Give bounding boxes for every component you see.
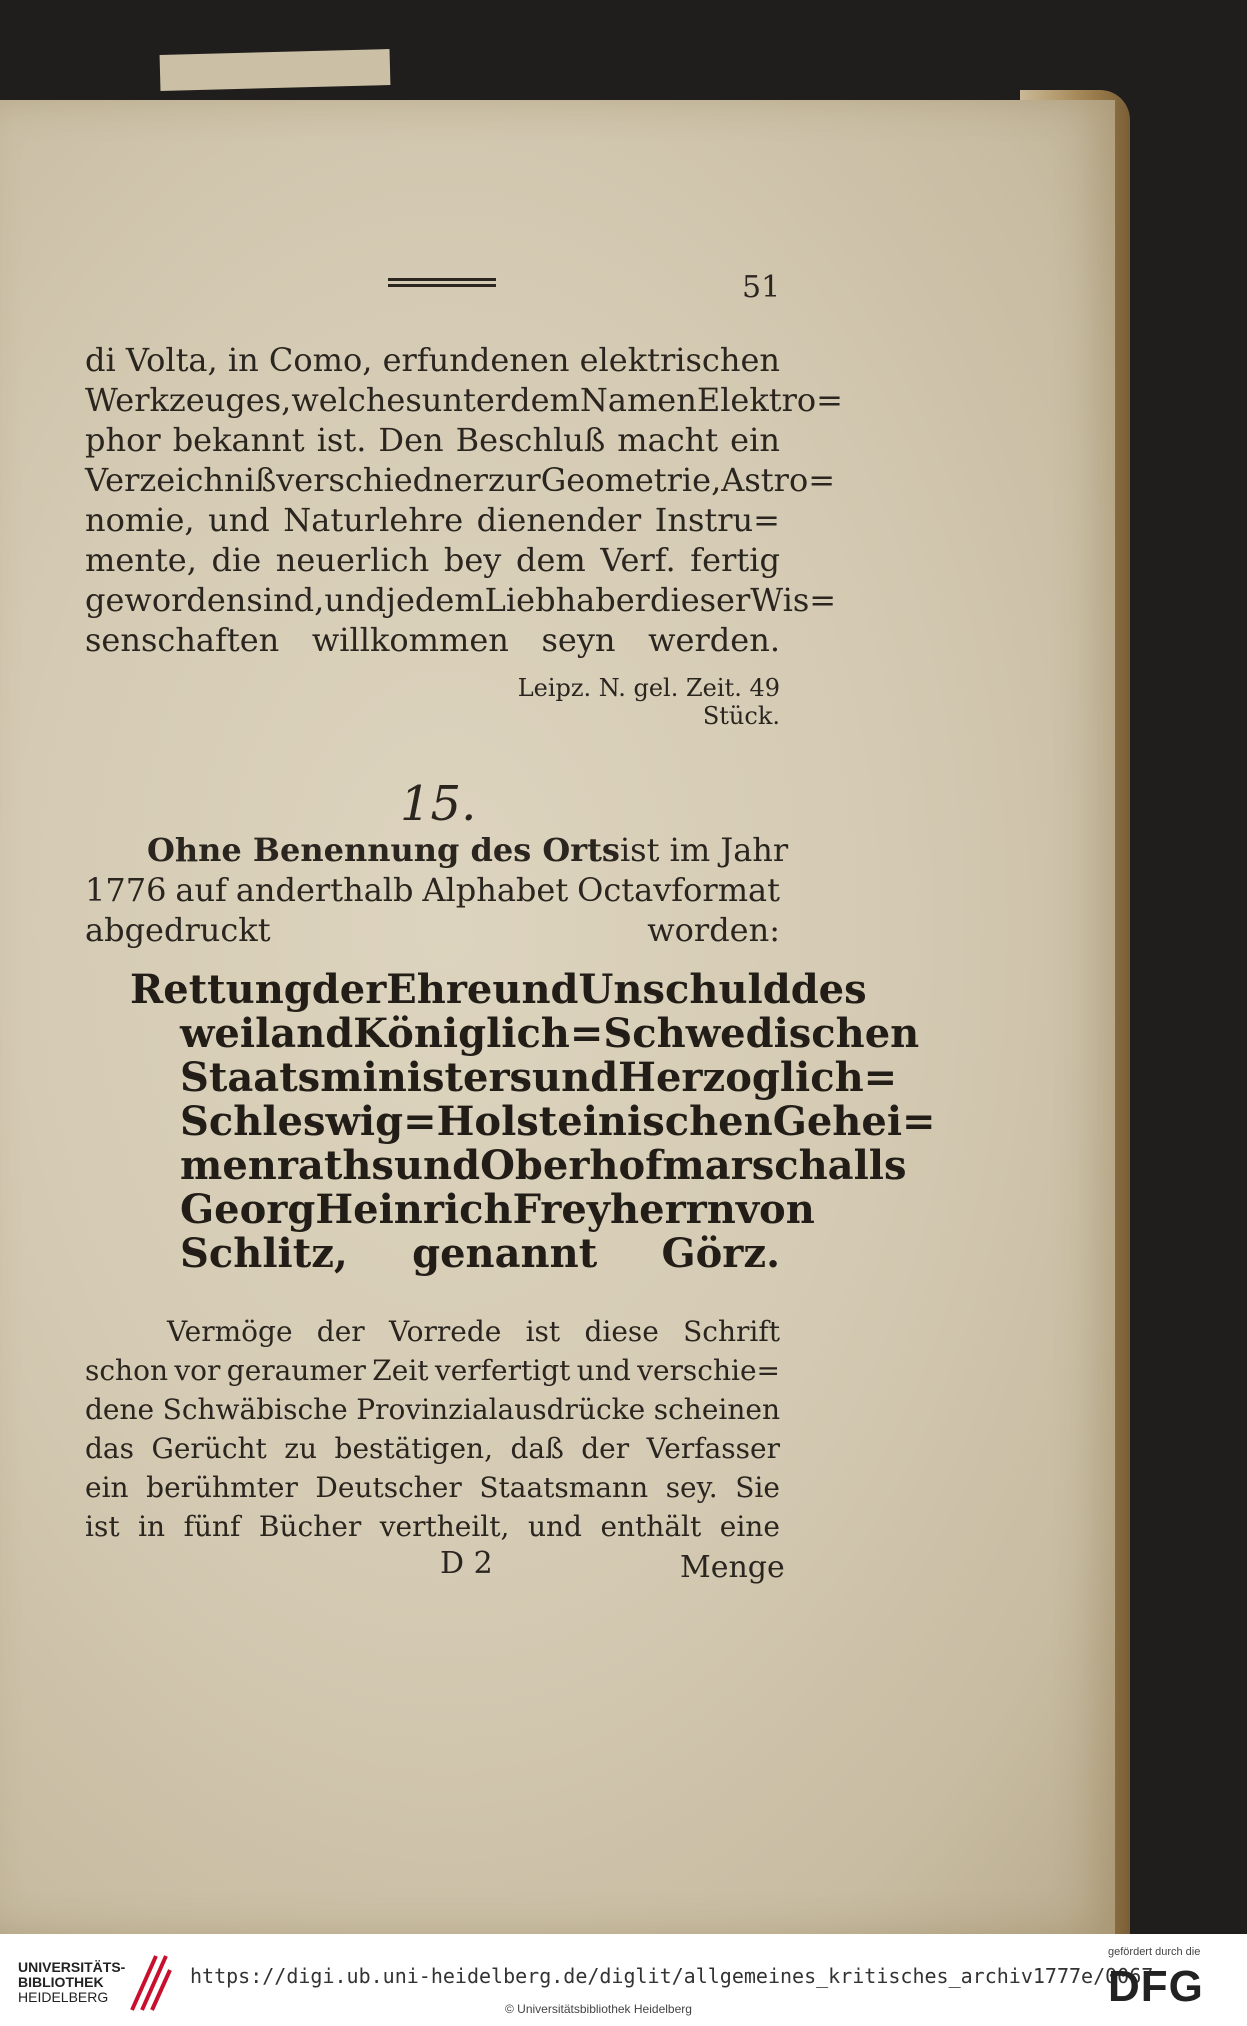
word: Como, bbox=[268, 341, 373, 379]
word: diese bbox=[584, 1315, 659, 1348]
word: vertheilt, bbox=[379, 1510, 510, 1543]
word: Schrift bbox=[683, 1315, 780, 1348]
word: geraumer bbox=[226, 1354, 366, 1387]
text-line bbox=[130, 1054, 898, 1101]
word: unter bbox=[421, 381, 511, 419]
word: Den bbox=[378, 421, 444, 459]
library-line-1: UNIVERSITÄTS- bbox=[18, 1959, 126, 1975]
word: fertig bbox=[690, 541, 780, 579]
word: schon bbox=[85, 1354, 168, 1387]
text-line bbox=[85, 1390, 780, 1429]
word: welches bbox=[291, 381, 422, 419]
word: worden: bbox=[647, 911, 780, 949]
word: Elektro= bbox=[696, 381, 843, 419]
word: = bbox=[569, 1010, 604, 1057]
word: macht bbox=[617, 421, 719, 459]
word: zur bbox=[487, 461, 541, 499]
book-title bbox=[130, 966, 936, 1277]
text-line bbox=[130, 1232, 780, 1276]
word: abgedruckt bbox=[85, 911, 271, 949]
word: dieser bbox=[649, 581, 751, 619]
word: Bücher bbox=[258, 1510, 362, 1543]
word: willkommen bbox=[311, 621, 509, 659]
word: Liebhaber bbox=[484, 581, 650, 619]
word: eine bbox=[719, 1510, 780, 1543]
text-line bbox=[130, 1186, 815, 1233]
word: in bbox=[227, 341, 259, 379]
word: Unschuld bbox=[578, 966, 791, 1013]
word: werden. bbox=[648, 621, 780, 659]
word: sey. bbox=[665, 1471, 718, 1504]
text-line bbox=[85, 1468, 780, 1507]
dfg-note: gefördert durch die bbox=[1108, 1946, 1201, 1958]
word: berühmter bbox=[146, 1471, 298, 1504]
word: Ehre bbox=[386, 966, 493, 1013]
word: Alphabet bbox=[422, 871, 569, 909]
word: phor bbox=[85, 421, 161, 459]
word: Wis= bbox=[750, 581, 837, 619]
text-line bbox=[85, 540, 780, 580]
text-line bbox=[85, 830, 789, 870]
word: Verfasser bbox=[646, 1432, 780, 1465]
word: Görz. bbox=[661, 1230, 780, 1277]
word: genannt bbox=[412, 1230, 598, 1277]
word: bekannt bbox=[172, 421, 305, 459]
library-name bbox=[18, 1960, 125, 2005]
word: Verf. bbox=[600, 541, 676, 579]
word: Octavformat bbox=[577, 871, 780, 909]
word: ein bbox=[730, 421, 780, 459]
word: enthält bbox=[600, 1510, 702, 1543]
word: weiland bbox=[180, 1010, 354, 1057]
text-line bbox=[85, 1429, 780, 1468]
word: Beschluß bbox=[455, 421, 606, 459]
copyright-notice: © Universitätsbibliothek Heidelberg bbox=[505, 2002, 692, 2016]
word: bestätigen, bbox=[334, 1432, 493, 1465]
word: der bbox=[581, 1432, 630, 1465]
text-line bbox=[130, 1098, 936, 1145]
permalink-url[interactable]: https://digi.ub.uni-heidelberg.de/diglit/allgemeines_kritisches_archiv1777e/0067 bbox=[190, 1964, 1154, 1988]
word: Verzeichniß bbox=[85, 461, 277, 499]
word: mente, bbox=[85, 541, 197, 579]
word: bey bbox=[443, 541, 502, 579]
word: di bbox=[85, 341, 116, 379]
word: ist. bbox=[316, 421, 367, 459]
word: Provinzialausdrücke bbox=[356, 1393, 646, 1426]
word: dem bbox=[515, 541, 586, 579]
library-line-2: BIBLIOTHEK bbox=[18, 1974, 104, 1990]
word: Rettung bbox=[130, 966, 312, 1013]
word: 1776 bbox=[85, 871, 167, 909]
word: das bbox=[85, 1432, 134, 1465]
word: dem bbox=[510, 381, 580, 419]
viewer-footer bbox=[0, 1934, 1247, 2026]
text-line bbox=[85, 870, 780, 910]
paragraph-1 bbox=[85, 340, 843, 660]
word: seyn bbox=[541, 621, 616, 659]
word: und bbox=[393, 1142, 481, 1189]
word: des bbox=[790, 966, 867, 1013]
word: Freyherrn bbox=[512, 1186, 736, 1233]
word: elektrischen bbox=[579, 341, 780, 379]
text-line bbox=[85, 620, 780, 660]
word: Vermöge bbox=[167, 1315, 293, 1348]
word: Schwäbische bbox=[162, 1393, 348, 1426]
word: Holsteinischen bbox=[436, 1098, 773, 1145]
signature-mark: D 2 bbox=[440, 1546, 493, 1581]
word: verschiedner bbox=[276, 461, 488, 499]
word: Oberhofmarschalls bbox=[480, 1142, 907, 1189]
word: fünf bbox=[183, 1510, 241, 1543]
word: und bbox=[527, 1510, 582, 1543]
text-line bbox=[85, 420, 780, 460]
text-line bbox=[85, 1351, 780, 1390]
library-logo-icon bbox=[128, 1952, 172, 2014]
word: ein bbox=[85, 1471, 129, 1504]
word: Namen bbox=[579, 381, 697, 419]
word: geworden bbox=[85, 581, 247, 619]
text-line bbox=[85, 910, 780, 950]
dfg-logo: DFG bbox=[1108, 1962, 1204, 2011]
word: erfundenen bbox=[382, 341, 570, 379]
word: dene bbox=[85, 1393, 155, 1426]
text-line bbox=[130, 1142, 907, 1189]
word: sind, bbox=[246, 581, 325, 619]
word: Königlich bbox=[353, 1010, 570, 1057]
word: ist bbox=[525, 1315, 561, 1348]
word: Naturlehre bbox=[283, 501, 464, 539]
entry-number: 15. bbox=[400, 776, 477, 832]
word: nomie, bbox=[85, 501, 195, 539]
word: Zeit bbox=[372, 1354, 429, 1387]
text-line bbox=[130, 966, 867, 1013]
word: Volta, bbox=[125, 341, 218, 379]
word: Heinrich bbox=[315, 1186, 513, 1233]
word: dienender bbox=[476, 501, 642, 539]
word: scheinen bbox=[653, 1393, 780, 1426]
word: die bbox=[211, 541, 262, 579]
text-line bbox=[85, 580, 837, 620]
word: auf bbox=[175, 871, 227, 909]
text-line bbox=[85, 380, 843, 420]
text-line bbox=[85, 1312, 780, 1351]
word: menraths bbox=[180, 1142, 394, 1189]
paragraph-2 bbox=[85, 830, 789, 950]
word: und bbox=[576, 1354, 631, 1387]
library-line-3: HEIDELBERG bbox=[18, 1989, 109, 2005]
word: verfertigt bbox=[434, 1354, 571, 1387]
word: Staatsministers bbox=[180, 1054, 533, 1101]
word: Gerücht bbox=[151, 1432, 267, 1465]
word: Werkzeuges, bbox=[85, 381, 292, 419]
word: in bbox=[138, 1510, 166, 1543]
word: Astro= bbox=[721, 461, 836, 499]
word: Georg bbox=[180, 1186, 316, 1233]
word: senschaften bbox=[85, 621, 280, 659]
paragraph-3 bbox=[85, 1312, 780, 1546]
word: ist bbox=[85, 1510, 120, 1543]
text-line bbox=[85, 340, 780, 380]
word: der bbox=[311, 966, 387, 1013]
word: und bbox=[532, 1054, 619, 1101]
word: ist im Jahr bbox=[619, 831, 789, 869]
text-line bbox=[85, 1507, 780, 1546]
word: neuerlich bbox=[275, 541, 430, 579]
word: Schleswig bbox=[180, 1098, 404, 1145]
word: und bbox=[208, 501, 270, 539]
word: Sie bbox=[735, 1471, 780, 1504]
bold-lead: Ohne Benennung des Orts bbox=[147, 831, 620, 869]
word: daß bbox=[510, 1432, 564, 1465]
text-line bbox=[85, 460, 836, 500]
header-rule bbox=[388, 278, 496, 288]
source-citation: Leipz. N. gel. Zeit. 49 Stück. bbox=[517, 674, 780, 730]
word: Schwedischen bbox=[603, 1010, 920, 1057]
page-number: 51 bbox=[742, 270, 781, 305]
text-line bbox=[130, 1010, 920, 1057]
word: Staatsmann bbox=[479, 1471, 649, 1504]
word: Instru= bbox=[654, 501, 780, 539]
word: Herzoglich= bbox=[618, 1054, 898, 1101]
word: der bbox=[316, 1315, 365, 1348]
text-line bbox=[85, 500, 780, 540]
word: vor bbox=[174, 1354, 221, 1387]
word: Deutscher bbox=[315, 1471, 462, 1504]
catchword: Menge bbox=[680, 1550, 785, 1585]
word: Geometrie, bbox=[540, 461, 722, 499]
word: Gehei= bbox=[772, 1098, 936, 1145]
word: und bbox=[324, 581, 387, 619]
word: = bbox=[403, 1098, 437, 1145]
word: anderthalb bbox=[235, 871, 414, 909]
word: Schlitz, bbox=[180, 1230, 348, 1277]
paper-slip bbox=[160, 49, 391, 91]
word: von bbox=[735, 1186, 815, 1233]
word: verschie= bbox=[637, 1354, 780, 1387]
word: jedem bbox=[386, 581, 485, 619]
word: und bbox=[492, 966, 579, 1013]
word: zu bbox=[284, 1432, 318, 1465]
word: Vorrede bbox=[388, 1315, 502, 1348]
